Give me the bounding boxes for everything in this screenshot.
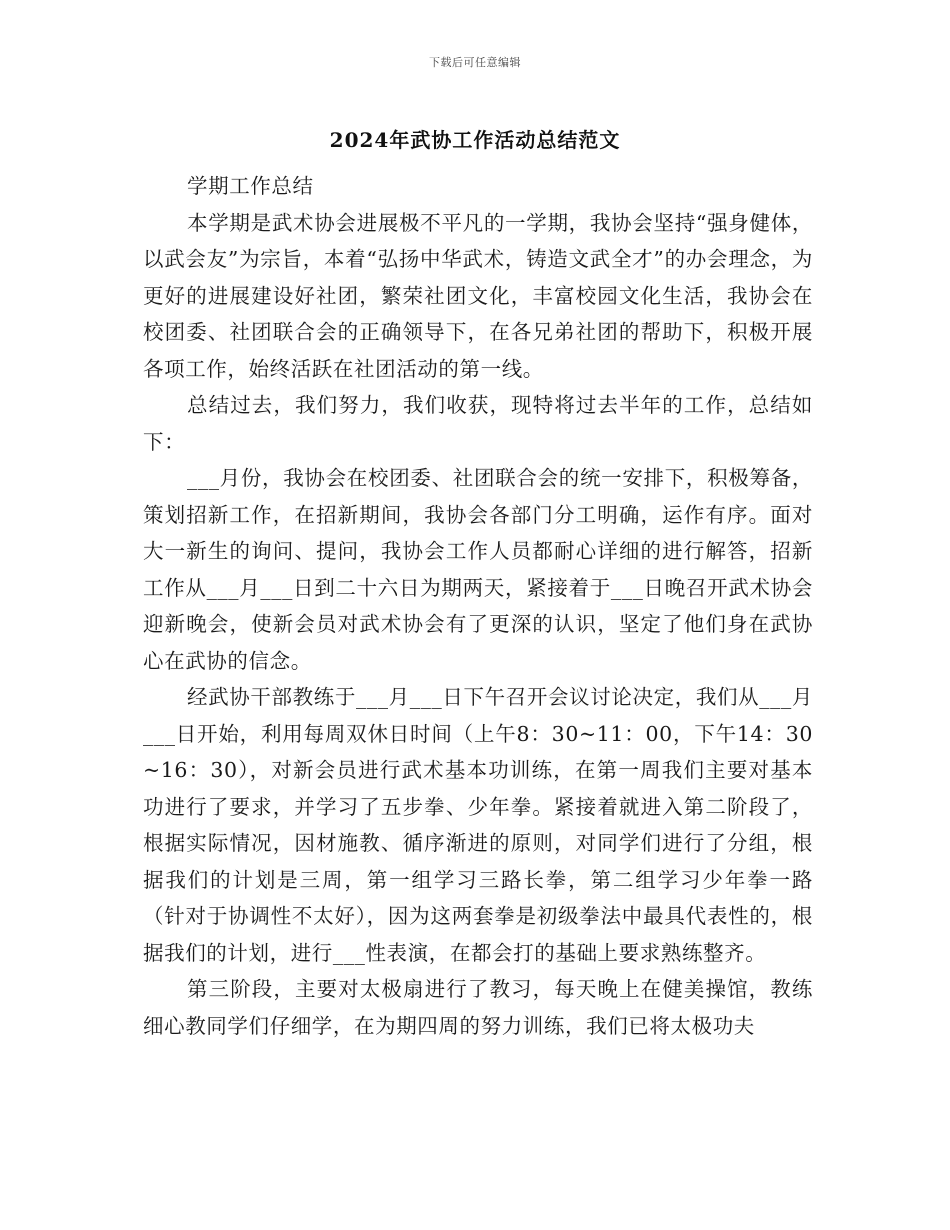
paragraph: 总结过去，我们努力，我们收获，现特将过去半年的工作，总结如下： bbox=[143, 393, 813, 454]
document-title: 2024年武协工作活动总结范文 bbox=[329, 128, 621, 152]
paragraph: 经武协干部教练于___月___日下午召开会议讨论决定，我们从___月___日开始，利用每周双休日时间（上午8：30~11：00，下午14：30~16：30），对新会员进行武术基本功训练，在第一周我们主要对基本功进行了要求，并学习了五步拳、少年拳。紧接着就进入第二阶段了，根据实际情况，因材施教、循序渐进的原则，对同学们进行了分组，根据我们的计划是三周，第一组学习三路长拳，第二组学习少年拳一路（针对于协调性不太好），因为这两套拳是初级拳法中最具代表性的，根据我们的计划，进行___性表演，在都会打的基础上要求熟练整齐。 bbox=[143, 685, 813, 965]
paragraph: 第三阶段，主要对太极扇进行了教习，每天晚上在健美操馆，教练细心教同学们仔细学，在为期四周的努力训练，我们已将太极功夫 bbox=[143, 977, 813, 1038]
paragraph: 本学期是武术协会进展极不平凡的一学期，我协会坚持“强身健体，以武会友”为宗旨，本着“弘扬中华武术，铸造文武全才”的办会理念，为更好的进展建设好社团，繁荣社团文化，丰富校园文化生活，我协会在校团委、社团联合会的正确领导下，在各兄弟社团的帮助下，积极开展各项工作，始终活跃在社团活动的第一线。 bbox=[143, 210, 813, 381]
document-body bbox=[143, 168, 813, 1044]
paragraph: 学期工作总结 bbox=[187, 174, 314, 198]
header-note: 下载后可任意编辑 bbox=[429, 56, 521, 69]
paragraph: ___月份，我协会在校团委、社团联合会的统一安排下，积极筹备，策划招新工作，在招新期间，我协会各部门分工明确，运作有序。面对大一新生的询问、提问，我协会工作人员都耐心详细的进行解答，招新工作从___月___日到二十六日为期两天，紧接着于___日晚召开武术协会迎新晚会，使新会员对武术协会有了更深的认识，坚定了他们身在武协心在武协的信念。 bbox=[143, 466, 813, 673]
